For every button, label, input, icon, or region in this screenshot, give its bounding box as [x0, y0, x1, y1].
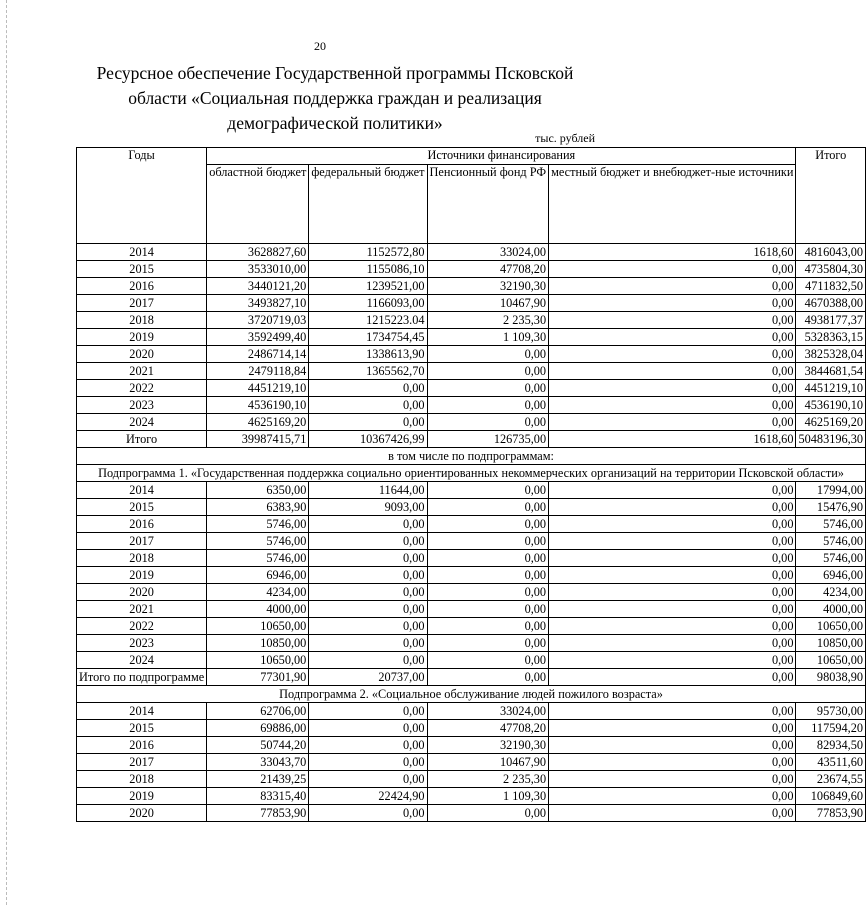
value-cell: 2 235,30	[427, 312, 549, 329]
value-cell: 10650,00	[796, 618, 866, 635]
value-cell: 0,00	[309, 652, 427, 669]
year-cell: 2019	[77, 788, 207, 805]
year-cell: 2024	[77, 414, 207, 431]
year-cell: 2017	[77, 295, 207, 312]
value-cell: 0,00	[309, 703, 427, 720]
year-cell: 2020	[77, 584, 207, 601]
value-cell: 32190,30	[427, 737, 549, 754]
year-cell: 2016	[77, 278, 207, 295]
value-cell: 0,00	[427, 533, 549, 550]
value-cell: 77853,90	[207, 805, 309, 822]
value-cell: 0,00	[427, 516, 549, 533]
value-cell: 5746,00	[207, 516, 309, 533]
year-cell: 2018	[77, 771, 207, 788]
table-row	[77, 720, 866, 737]
year-cell: 2015	[77, 720, 207, 737]
value-cell: 0,00	[309, 754, 427, 771]
table-row	[77, 295, 866, 312]
value-cell: 4234,00	[796, 584, 866, 601]
value-cell: 117594,20	[796, 720, 866, 737]
value-cell: 0,00	[427, 805, 549, 822]
value-cell: 0,00	[549, 380, 796, 397]
table-row	[77, 414, 866, 431]
value-cell: 4625169,20	[796, 414, 866, 431]
header-pension: Пенсионный фонд РФ	[427, 165, 549, 244]
value-cell: 5328363,15	[796, 329, 866, 346]
table-row	[77, 380, 866, 397]
table-row	[77, 499, 866, 516]
year-cell: 2023	[77, 397, 207, 414]
value-cell: 4451219,10	[796, 380, 866, 397]
value-cell: 3844681,54	[796, 363, 866, 380]
total-value-cell: 20737,00	[309, 669, 427, 686]
value-cell: 0,00	[309, 720, 427, 737]
year-cell: 2019	[77, 567, 207, 584]
value-cell: 4670388,00	[796, 295, 866, 312]
value-cell: 1 109,30	[427, 329, 549, 346]
subprograms-label: в том числе по подпрограммам:	[77, 448, 866, 465]
table-row	[77, 431, 866, 448]
value-cell: 3720719,03	[207, 312, 309, 329]
value-cell: 0,00	[309, 380, 427, 397]
value-cell: 0,00	[427, 652, 549, 669]
value-cell: 0,00	[309, 771, 427, 788]
value-cell: 3533010,00	[207, 261, 309, 278]
value-cell: 0,00	[549, 737, 796, 754]
value-cell: 0,00	[427, 499, 549, 516]
header-federal: федеральный бюджет	[309, 165, 427, 244]
value-cell: 3440121,20	[207, 278, 309, 295]
units-label: тыс. рублей	[535, 131, 595, 145]
value-cell: 0,00	[427, 550, 549, 567]
value-cell: 10467,90	[427, 295, 549, 312]
year-cell: 2017	[77, 754, 207, 771]
value-cell: 2486714,14	[207, 346, 309, 363]
value-cell: 4938177,37	[796, 312, 866, 329]
value-cell: 0,00	[549, 278, 796, 295]
subprogram1-total-label: Итого по подпрограмме	[77, 669, 207, 686]
year-cell: 2022	[77, 618, 207, 635]
value-cell: 0,00	[549, 295, 796, 312]
value-cell: 6350,00	[207, 482, 309, 499]
year-cell: 2024	[77, 652, 207, 669]
value-cell: 1152572,80	[309, 244, 427, 261]
value-cell: 0,00	[309, 805, 427, 822]
value-cell: 1239521,00	[309, 278, 427, 295]
table-row	[77, 261, 866, 278]
value-cell: 50483196,30	[796, 431, 866, 448]
subprogram1-title: Подпрограмма 1. «Государственная поддержка социально ориентированных некоммерческих организаций на территории Псковской области»	[77, 465, 866, 482]
value-cell: 5746,00	[207, 550, 309, 567]
table-row	[77, 533, 866, 550]
value-cell: 2479118,84	[207, 363, 309, 380]
value-cell: 1338613,90	[309, 346, 427, 363]
year-cell: 2014	[77, 482, 207, 499]
value-cell: 4711832,50	[796, 278, 866, 295]
value-cell: 0,00	[549, 346, 796, 363]
value-cell: 3592499,40	[207, 329, 309, 346]
value-cell: 0,00	[549, 584, 796, 601]
value-cell: 5746,00	[796, 533, 866, 550]
value-cell: 0,00	[549, 567, 796, 584]
value-cell: 0,00	[549, 499, 796, 516]
subprogram2-title-row	[77, 686, 866, 703]
table-row	[77, 482, 866, 499]
value-cell: 0,00	[427, 618, 549, 635]
value-cell: 0,00	[549, 312, 796, 329]
value-cell: 0,00	[427, 601, 549, 618]
value-cell: 4735804,30	[796, 261, 866, 278]
document-title: Ресурсное обеспечение Государственной программы Псковской области «Социальная поддержка граждан и реализация демографической политики»	[96, 63, 574, 133]
year-cell: 2020	[77, 805, 207, 822]
value-cell: 0,00	[549, 261, 796, 278]
value-cell: 0,00	[309, 635, 427, 652]
value-cell: 9093,00	[309, 499, 427, 516]
value-cell: 10467,90	[427, 754, 549, 771]
year-cell: Итого	[77, 431, 207, 448]
value-cell: 0,00	[549, 720, 796, 737]
table-row	[77, 516, 866, 533]
total-value-cell: 77301,90	[207, 669, 309, 686]
total-value-cell: 0,00	[427, 669, 549, 686]
year-cell: 2019	[77, 329, 207, 346]
value-cell: 21439,25	[207, 771, 309, 788]
value-cell: 0,00	[549, 414, 796, 431]
budget-table	[76, 147, 866, 822]
value-cell: 4000,00	[796, 601, 866, 618]
value-cell: 0,00	[549, 805, 796, 822]
value-cell: 4536190,10	[796, 397, 866, 414]
value-cell: 0,00	[549, 652, 796, 669]
value-cell: 1618,60	[549, 431, 796, 448]
value-cell: 0,00	[549, 329, 796, 346]
value-cell: 10650,00	[207, 652, 309, 669]
value-cell: 0,00	[309, 533, 427, 550]
value-cell: 0,00	[549, 754, 796, 771]
value-cell: 0,00	[427, 584, 549, 601]
value-cell: 0,00	[549, 618, 796, 635]
table-row	[77, 771, 866, 788]
value-cell: 50744,20	[207, 737, 309, 754]
value-cell: 0,00	[549, 788, 796, 805]
table-row	[77, 329, 866, 346]
value-cell: 0,00	[549, 703, 796, 720]
value-cell: 0,00	[427, 635, 549, 652]
value-cell: 3825328,04	[796, 346, 866, 363]
value-cell: 4625169,20	[207, 414, 309, 431]
value-cell: 1618,60	[549, 244, 796, 261]
value-cell: 5746,00	[796, 550, 866, 567]
value-cell: 106849,60	[796, 788, 866, 805]
header-years: Годы	[77, 148, 207, 244]
value-cell: 39987415,71	[207, 431, 309, 448]
year-cell: 2022	[77, 380, 207, 397]
value-cell: 33024,00	[427, 244, 549, 261]
value-cell: 15476,90	[796, 499, 866, 516]
table-row	[77, 584, 866, 601]
subprogram2-title: Подпрограмма 2. «Социальное обслуживание людей пожилого возраста»	[77, 686, 866, 703]
total-value-cell: 0,00	[549, 669, 796, 686]
value-cell: 23674,55	[796, 771, 866, 788]
table-row	[77, 754, 866, 771]
table-row	[77, 550, 866, 567]
value-cell: 0,00	[549, 771, 796, 788]
value-cell: 0,00	[309, 516, 427, 533]
value-cell: 0,00	[309, 397, 427, 414]
value-cell: 77853,90	[796, 805, 866, 822]
value-cell: 33024,00	[427, 703, 549, 720]
value-cell: 10850,00	[796, 635, 866, 652]
value-cell: 2 235,30	[427, 771, 549, 788]
table-row	[77, 805, 866, 822]
year-cell: 2018	[77, 312, 207, 329]
table-row	[77, 312, 866, 329]
year-cell: 2016	[77, 737, 207, 754]
header-total: Итого	[796, 148, 866, 244]
value-cell: 5746,00	[796, 516, 866, 533]
year-cell: 2017	[77, 533, 207, 550]
value-cell: 0,00	[309, 618, 427, 635]
header-local: местный бюджет и внебюджет-ные источники	[549, 165, 796, 244]
year-cell: 2023	[77, 635, 207, 652]
table-row	[77, 737, 866, 754]
value-cell: 0,00	[309, 567, 427, 584]
value-cell: 4536190,10	[207, 397, 309, 414]
value-cell: 0,00	[309, 737, 427, 754]
value-cell: 4234,00	[207, 584, 309, 601]
total-value-cell: 98038,90	[796, 669, 866, 686]
year-cell: 2015	[77, 261, 207, 278]
header-sources: Источники финансирования	[207, 148, 796, 165]
subprograms-label-row	[77, 448, 866, 465]
value-cell: 22424,90	[309, 788, 427, 805]
value-cell: 10650,00	[796, 652, 866, 669]
value-cell: 1 109,30	[427, 788, 549, 805]
table-row	[77, 397, 866, 414]
value-cell: 0,00	[427, 482, 549, 499]
table-row	[77, 635, 866, 652]
value-cell: 0,00	[549, 550, 796, 567]
value-cell: 83315,40	[207, 788, 309, 805]
value-cell: 10367426,99	[309, 431, 427, 448]
table-row	[77, 244, 866, 261]
value-cell: 11644,00	[309, 482, 427, 499]
value-cell: 1734754,45	[309, 329, 427, 346]
table-row	[77, 363, 866, 380]
table-row	[77, 703, 866, 720]
value-cell: 4000,00	[207, 601, 309, 618]
table-row	[77, 601, 866, 618]
value-cell: 6946,00	[207, 567, 309, 584]
value-cell: 0,00	[549, 516, 796, 533]
year-cell: 2021	[77, 601, 207, 618]
subprogram1-title-row	[77, 465, 866, 482]
value-cell: 33043,70	[207, 754, 309, 771]
page-number: 20	[314, 39, 326, 53]
table-row	[77, 346, 866, 363]
table-row	[77, 278, 866, 295]
value-cell: 0,00	[309, 414, 427, 431]
year-cell: 2021	[77, 363, 207, 380]
value-cell: 0,00	[427, 363, 549, 380]
value-cell: 0,00	[427, 397, 549, 414]
value-cell: 17994,00	[796, 482, 866, 499]
value-cell: 4451219,10	[207, 380, 309, 397]
value-cell: 0,00	[549, 533, 796, 550]
value-cell: 1365562,70	[309, 363, 427, 380]
value-cell: 6383,90	[207, 499, 309, 516]
value-cell: 3628827,60	[207, 244, 309, 261]
year-cell: 2014	[77, 244, 207, 261]
subprogram1-total-row	[77, 669, 866, 686]
value-cell: 1166093,00	[309, 295, 427, 312]
year-cell: 2020	[77, 346, 207, 363]
value-cell: 1215223.04	[309, 312, 427, 329]
value-cell: 0,00	[427, 414, 549, 431]
value-cell: 0,00	[309, 601, 427, 618]
header-row-1	[77, 148, 866, 165]
value-cell: 3493827,10	[207, 295, 309, 312]
value-cell: 0,00	[549, 363, 796, 380]
year-cell: 2015	[77, 499, 207, 516]
value-cell: 6946,00	[796, 567, 866, 584]
value-cell: 0,00	[309, 584, 427, 601]
value-cell: 43511,60	[796, 754, 866, 771]
scan-edge	[0, 0, 7, 905]
value-cell: 0,00	[427, 380, 549, 397]
value-cell: 0,00	[309, 550, 427, 567]
table-row	[77, 618, 866, 635]
value-cell: 1155086,10	[309, 261, 427, 278]
value-cell: 126735,00	[427, 431, 549, 448]
value-cell: 10850,00	[207, 635, 309, 652]
table-row	[77, 567, 866, 584]
value-cell: 47708,20	[427, 261, 549, 278]
value-cell: 0,00	[549, 635, 796, 652]
value-cell: 95730,00	[796, 703, 866, 720]
value-cell: 0,00	[549, 397, 796, 414]
value-cell: 0,00	[427, 567, 549, 584]
value-cell: 69886,00	[207, 720, 309, 737]
value-cell: 0,00	[549, 482, 796, 499]
value-cell: 4816043,00	[796, 244, 866, 261]
header-regional: областной бюджет	[207, 165, 309, 244]
value-cell: 0,00	[549, 601, 796, 618]
year-cell: 2016	[77, 516, 207, 533]
value-cell: 47708,20	[427, 720, 549, 737]
year-cell: 2018	[77, 550, 207, 567]
value-cell: 62706,00	[207, 703, 309, 720]
table-row	[77, 788, 866, 805]
value-cell: 10650,00	[207, 618, 309, 635]
value-cell: 5746,00	[207, 533, 309, 550]
value-cell: 0,00	[427, 346, 549, 363]
table-row	[77, 652, 866, 669]
value-cell: 32190,30	[427, 278, 549, 295]
year-cell: 2014	[77, 703, 207, 720]
value-cell: 82934,50	[796, 737, 866, 754]
